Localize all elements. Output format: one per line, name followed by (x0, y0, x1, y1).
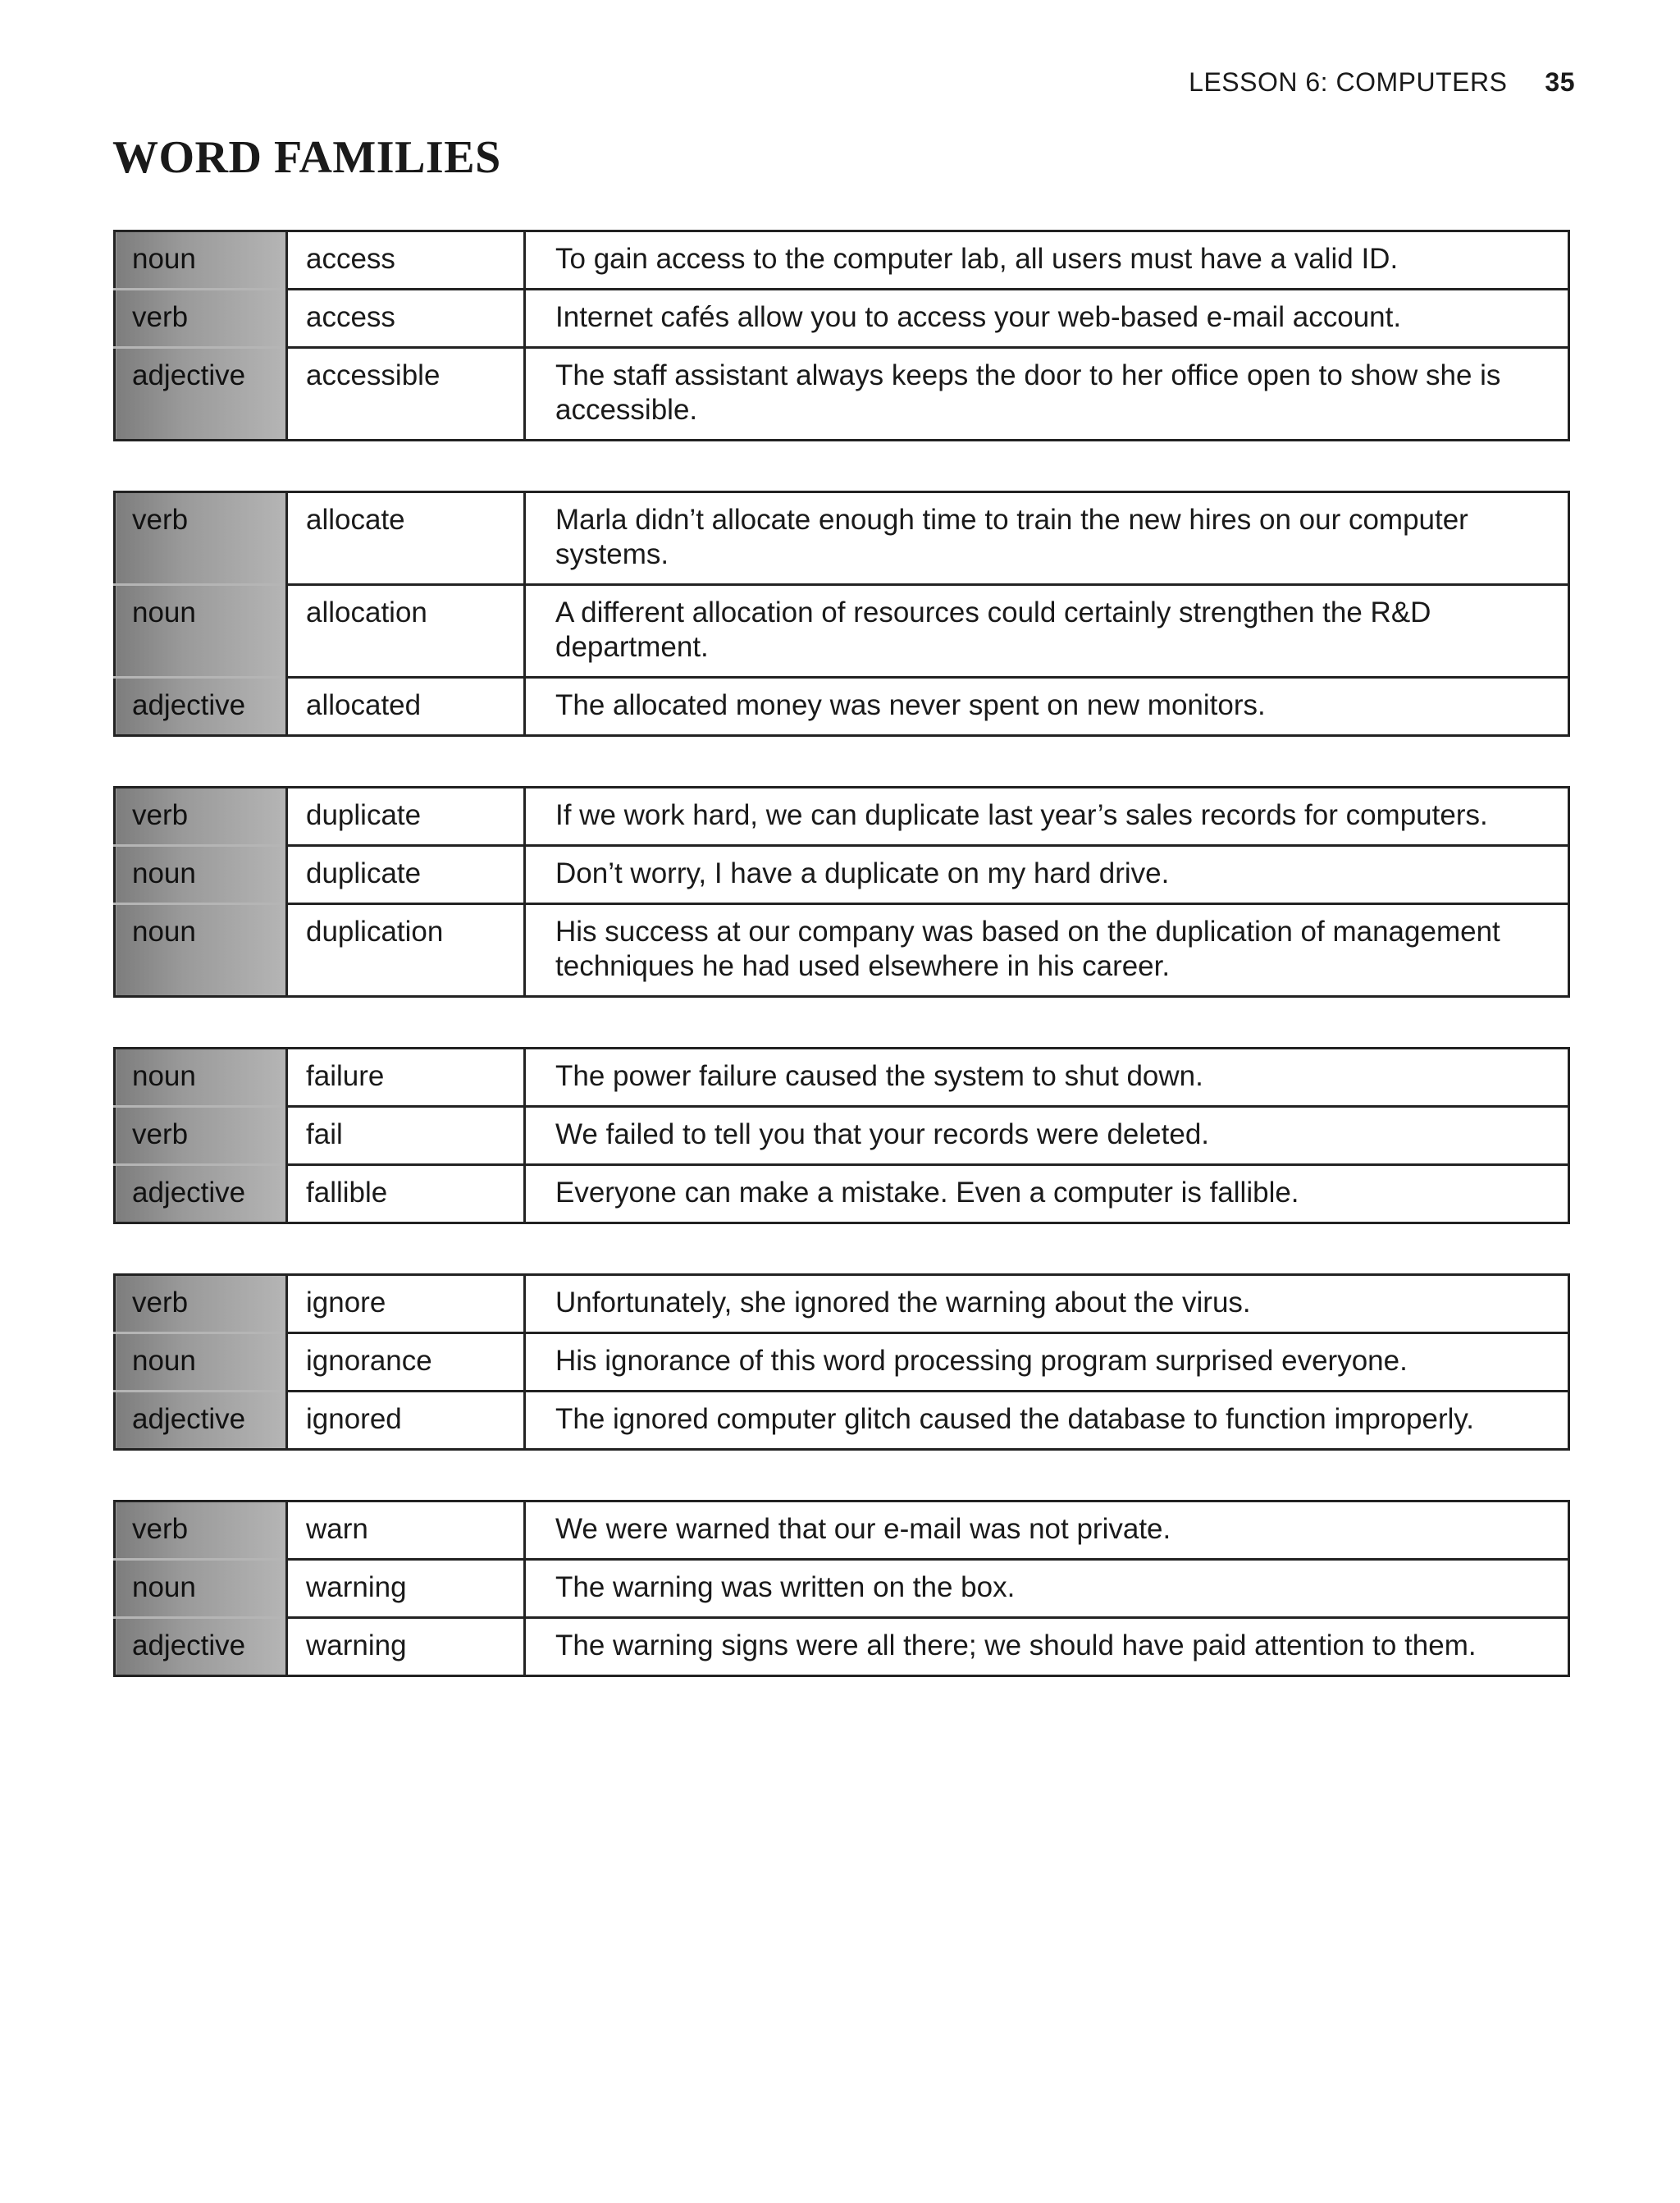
word-family-tables (113, 230, 1570, 1726)
word-family-table (113, 1500, 1570, 1677)
word-family-table (113, 491, 1570, 737)
word-cell: allocation (287, 585, 525, 678)
part-of-speech-cell: noun (115, 231, 287, 290)
word-cell: duplicate (287, 846, 525, 904)
table-row (115, 1333, 1569, 1392)
table-row (115, 585, 1569, 678)
page-title: WORD FAMILIES (112, 132, 501, 183)
example-sentence-cell: We were warned that our e-mail was not private. (555, 1513, 1171, 1545)
word-cell: warn (287, 1501, 525, 1560)
example-sentence-cell: His success at our company was based on the duplication of management techniques he had used elsewhere in his career. (525, 904, 1569, 997)
example-sentence-cell: We failed to tell you that your records were deleted. (525, 1107, 1569, 1165)
example-sentence-cell: Marla didn’t allocate enough time to train the new hires on our computer systems. (555, 504, 1468, 570)
example-sentence-cell: His ignorance of this word processing program surprised everyone. (525, 1333, 1569, 1392)
table-row (115, 678, 1569, 736)
example-sentence-cell: The ignored computer glitch caused the database to function improperly. (525, 1392, 1569, 1450)
example-sentence-cell: The staff assistant always keeps the door to her office open to show she is accessible. (525, 348, 1569, 441)
word-cell: duplication (287, 904, 525, 997)
word-cell: accessible (287, 348, 525, 441)
example-sentence-cell: If we work hard, we can duplicate last year’s sales records for computers. (555, 799, 1488, 831)
running-header (1189, 67, 1575, 98)
word-family-table (113, 786, 1570, 998)
part-of-speech-cell: adjective (115, 1618, 287, 1676)
word-cell: allocate (287, 492, 525, 585)
part-of-speech-cell: verb (115, 492, 287, 585)
table-row (115, 231, 1569, 290)
example-sentence-cell: Internet cafés allow you to access your web-based e-mail account. (525, 290, 1569, 348)
example-sentence-cell: Don’t worry, I have a duplicate on my hard drive. (525, 846, 1569, 904)
table-row (115, 290, 1569, 348)
word-family-table (113, 230, 1570, 441)
table-row (115, 846, 1569, 904)
word-cell: ignorance (287, 1333, 525, 1392)
table-row (115, 1049, 1569, 1107)
part-of-speech-cell: noun (115, 1333, 287, 1392)
word-cell: failure (287, 1049, 525, 1107)
word-family-table (113, 1273, 1570, 1451)
word-cell: ignored (287, 1392, 525, 1450)
lesson-label: LESSON 6: COMPUTERS (1189, 67, 1508, 97)
table-row (115, 1618, 1569, 1676)
part-of-speech-cell: verb (115, 1501, 287, 1560)
word-cell: access (287, 290, 525, 348)
example-sentence-cell: The warning was written on the box. (525, 1560, 1569, 1618)
table-row (115, 1501, 1569, 1560)
table-row (115, 1165, 1569, 1223)
word-cell: ignore (287, 1275, 525, 1333)
example-sentence-cell: The warning signs were all there; we should have paid attention to them. (525, 1618, 1569, 1676)
part-of-speech-cell: adjective (115, 678, 287, 736)
word-cell: warning (287, 1618, 525, 1676)
part-of-speech-cell: noun (115, 1560, 287, 1618)
part-of-speech-cell: adjective (115, 1392, 287, 1450)
word-cell: allocated (287, 678, 525, 736)
word-cell: warning (287, 1560, 525, 1618)
page-number: 35 (1545, 67, 1575, 97)
part-of-speech-cell: verb (115, 788, 287, 846)
part-of-speech-cell: verb (115, 1275, 287, 1333)
word-cell: fail (287, 1107, 525, 1165)
example-sentence-cell: Everyone can make a mistake. Even a computer is fallible. (525, 1165, 1569, 1223)
table-row (115, 788, 1569, 846)
word-cell: fallible (287, 1165, 525, 1223)
table-row (115, 904, 1569, 997)
part-of-speech-cell: noun (115, 1049, 287, 1107)
word-cell: access (287, 231, 525, 290)
example-sentence-cell: The power failure caused the system to shut down. (555, 1060, 1203, 1092)
word-cell: duplicate (287, 788, 525, 846)
example-sentence-cell: To gain access to the computer lab, all users must have a valid ID. (555, 243, 1399, 275)
part-of-speech-cell: noun (115, 904, 287, 997)
table-row (115, 492, 1569, 585)
table-row (115, 1107, 1569, 1165)
part-of-speech-cell: noun (115, 846, 287, 904)
part-of-speech-cell: adjective (115, 1165, 287, 1223)
table-row (115, 1275, 1569, 1333)
part-of-speech-cell: adjective (115, 348, 287, 441)
word-family-table (113, 1047, 1570, 1224)
example-sentence-cell: The allocated money was never spent on new monitors. (525, 678, 1569, 736)
table-row (115, 348, 1569, 441)
example-sentence-cell: Unfortunately, she ignored the warning about the virus. (555, 1287, 1251, 1319)
part-of-speech-cell: verb (115, 290, 287, 348)
table-row (115, 1392, 1569, 1450)
part-of-speech-cell: verb (115, 1107, 287, 1165)
table-row (115, 1560, 1569, 1618)
part-of-speech-cell: noun (115, 585, 287, 678)
example-sentence-cell: A different allocation of resources could certainly strengthen the R&D department. (525, 585, 1569, 678)
